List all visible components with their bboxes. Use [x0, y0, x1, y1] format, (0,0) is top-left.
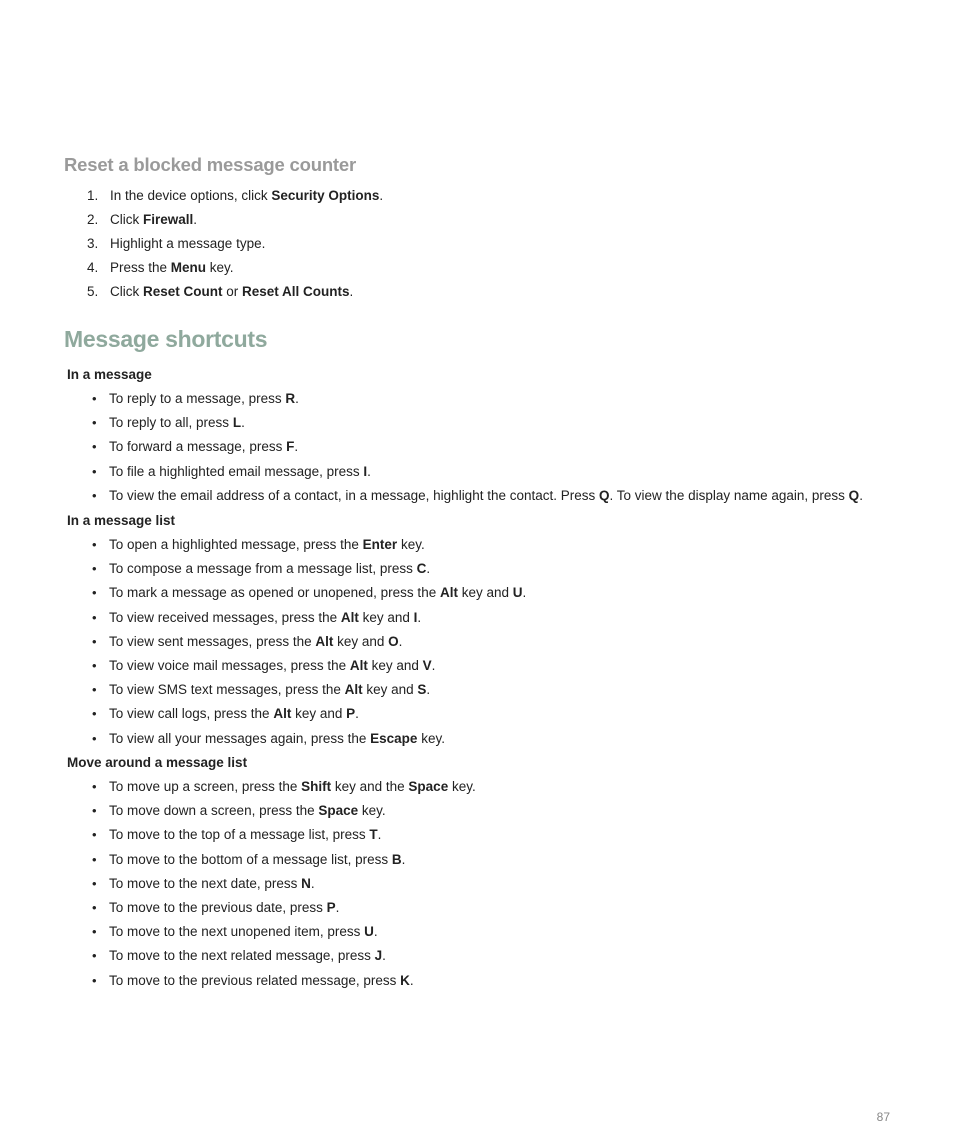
key-name: Alt: [344, 682, 363, 698]
key-name: Space: [408, 779, 449, 794]
shortcut-item: [67, 969, 476, 993]
key-name: U: [512, 585, 523, 601]
text-run: or: [222, 284, 243, 299]
key-name: I: [413, 609, 418, 625]
text-run: key.: [358, 803, 386, 819]
text-run: .: [377, 827, 382, 843]
text-run: .: [193, 212, 198, 227]
bullet-icon: •: [92, 899, 97, 915]
shortcut-list: [67, 387, 863, 508]
shortcut-list: [67, 775, 476, 993]
text-run: To view call logs, press the: [109, 706, 274, 722]
shortcut-item: [67, 387, 863, 411]
key-name: Shift: [301, 779, 332, 794]
text-run: key and: [333, 633, 389, 649]
bullet-icon: •: [92, 561, 97, 577]
bullet-icon: •: [92, 537, 97, 552]
text-run: key.: [397, 537, 425, 552]
section-in-a-message-list: [67, 509, 526, 751]
bullet-icon: •: [92, 415, 97, 431]
section-title: Move around a message list: [67, 755, 248, 770]
text-run: To open a highlighted message, press the: [109, 537, 363, 552]
key-name: S: [417, 682, 427, 698]
shortcut-list: [67, 533, 526, 751]
key-name: J: [374, 948, 383, 964]
shortcut-item: [67, 702, 526, 726]
shortcut-item: [67, 484, 863, 508]
key-name: V: [422, 657, 432, 673]
key-name: P: [326, 899, 336, 915]
shortcut-item: [67, 606, 526, 630]
text-run: .: [379, 188, 384, 203]
key-name: Alt: [340, 609, 359, 625]
text-run: To view all your messages again, press the: [109, 730, 371, 746]
shortcut-item: [67, 944, 476, 968]
text-run: .: [335, 899, 340, 915]
text-run: To move to the previous date, press: [109, 899, 327, 915]
reset-steps-list: [64, 184, 383, 304]
shortcut-item: [67, 435, 863, 459]
text-run: To reply to all, press: [109, 415, 233, 431]
key-name: O: [388, 633, 399, 649]
key-name: Alt: [273, 706, 292, 722]
shortcut-item: [67, 460, 863, 484]
text-run: .: [373, 924, 378, 940]
step-number: 1.: [87, 188, 99, 203]
shortcut-item: [67, 411, 863, 435]
section-in-a-message: [67, 363, 863, 508]
key-name: Q: [848, 487, 860, 503]
text-run: Press the: [110, 260, 171, 275]
key-name: Q: [599, 487, 610, 503]
shortcut-item: [67, 872, 476, 896]
text-run: Click: [110, 212, 143, 227]
text-run: .: [310, 875, 315, 891]
bullet-icon: •: [92, 779, 97, 794]
bullet-icon: •: [92, 851, 97, 867]
text-run: To move to the next date, press: [109, 875, 302, 891]
bullet-icon: •: [92, 463, 97, 479]
text-run: .: [398, 633, 403, 649]
shortcut-item: [67, 823, 476, 847]
text-run: To move down a screen, press the: [109, 803, 319, 819]
key-name: K: [400, 972, 410, 988]
text-run: key and: [291, 706, 347, 722]
bullet-icon: •: [92, 706, 97, 722]
key-name: L: [232, 415, 242, 431]
text-run: key.: [206, 260, 234, 275]
text-run: To view voice mail messages, press the: [109, 657, 350, 673]
text-run: key.: [417, 730, 445, 746]
text-run: .: [426, 561, 431, 577]
key-name: Alt: [439, 585, 458, 601]
text-run: key and: [358, 609, 414, 625]
key-name: Menu: [170, 260, 207, 275]
bullet-icon: •: [92, 827, 97, 843]
step-number: 2.: [87, 212, 99, 227]
key-name: Reset Count: [143, 284, 223, 299]
key-name: N: [301, 875, 311, 891]
step-item: [64, 280, 383, 304]
key-name: F: [286, 439, 295, 455]
section-title: In a message list: [67, 513, 176, 528]
step-item: [64, 256, 383, 280]
text-run: . To view the display name again, press: [609, 487, 849, 503]
text-run: Click: [110, 284, 143, 299]
text-run: Highlight a message type.: [110, 236, 266, 251]
bullet-icon: •: [92, 803, 97, 819]
bullet-icon: •: [92, 657, 97, 673]
key-name: B: [391, 851, 402, 867]
text-run: To move to the next related message, press: [109, 948, 375, 964]
section-title: In a message: [67, 367, 152, 382]
bullet-icon: •: [92, 972, 97, 988]
step-item: [64, 208, 383, 232]
shortcut-item: [67, 727, 526, 751]
text-run: In the device options, click: [110, 188, 272, 203]
key-name: T: [369, 827, 378, 843]
text-run: .: [522, 585, 527, 601]
text-run: To view received messages, press the: [109, 609, 341, 625]
key-name: Enter: [362, 537, 398, 552]
text-run: To compose a message from a message list, press: [109, 561, 417, 577]
key-name: R: [285, 391, 296, 406]
bullet-icon: •: [92, 391, 97, 406]
text-run: .: [426, 682, 431, 698]
bullet-icon: •: [92, 439, 97, 455]
text-run: key and: [367, 657, 423, 673]
text-run: To move up a screen, press the: [109, 779, 302, 794]
text-run: To move to the next unopened item, press: [109, 924, 365, 940]
shortcut-item: [67, 630, 526, 654]
key-name: C: [416, 561, 427, 577]
bullet-icon: •: [92, 730, 97, 746]
text-run: To view sent messages, press the: [109, 633, 316, 649]
text-run: .: [382, 948, 386, 964]
bullet-icon: •: [92, 585, 97, 601]
page-number: 87: [876, 1110, 890, 1124]
bullet-icon: •: [92, 487, 97, 503]
step-item: [64, 184, 383, 208]
key-name: Alt: [349, 657, 368, 673]
text-run: To reply to a message, press: [109, 391, 286, 406]
key-name: Space: [318, 803, 359, 819]
text-run: To forward a message, press: [109, 439, 287, 455]
bullet-icon: •: [92, 875, 97, 891]
step-number: 3.: [87, 236, 99, 251]
text-run: To move to the top of a message list, press: [109, 827, 370, 843]
text-run: .: [859, 487, 863, 503]
shortcut-item: [67, 533, 526, 557]
text-run: To file a highlighted email message, press: [109, 463, 364, 479]
shortcut-item: [67, 799, 476, 823]
message-shortcuts-heading: Message shortcuts: [64, 326, 268, 352]
shortcut-item: [67, 557, 526, 581]
text-run: To move to the bottom of a message list, press: [109, 851, 392, 867]
bullet-icon: •: [92, 609, 97, 625]
bullet-icon: •: [92, 633, 97, 649]
text-run: key and the: [331, 779, 409, 794]
step-number: 5.: [87, 284, 99, 299]
shortcut-item: [67, 775, 476, 799]
key-name: Escape: [370, 730, 418, 746]
text-run: key and: [362, 682, 418, 698]
bullet-icon: •: [92, 924, 97, 940]
text-run: key and: [457, 585, 513, 601]
key-name: I: [363, 463, 368, 479]
step-number: 4.: [87, 260, 99, 275]
text-run: key.: [448, 779, 476, 794]
text-run: .: [355, 706, 359, 722]
shortcut-item: [67, 896, 476, 920]
text-run: To view the email address of a contact, in a message, highlight the contact. Press: [109, 487, 600, 503]
bullet-icon: •: [92, 948, 97, 964]
text-run: .: [294, 439, 299, 455]
text-run: .: [431, 657, 436, 673]
text-run: .: [417, 609, 422, 625]
shortcut-item: [67, 678, 526, 702]
shortcut-item: [67, 920, 476, 944]
section-move-around-message-list: [67, 751, 476, 993]
shortcut-item: [67, 654, 526, 678]
text-run: .: [401, 851, 406, 867]
key-name: Reset All Counts: [242, 284, 350, 299]
text-run: To move to the previous related message, press: [109, 972, 401, 988]
key-name: Firewall: [143, 212, 194, 227]
text-run: .: [295, 391, 299, 406]
bullet-icon: •: [92, 682, 97, 698]
shortcut-item: [67, 848, 476, 872]
text-run: .: [409, 972, 414, 988]
key-name: P: [346, 706, 356, 722]
text-run: .: [367, 463, 371, 479]
text-run: To mark a message as opened or unopened, press the: [109, 585, 440, 601]
step-item: [64, 232, 383, 256]
key-name: Security Options: [271, 188, 380, 203]
text-run: .: [241, 415, 245, 431]
shortcut-item: [67, 581, 526, 605]
key-name: U: [364, 924, 374, 940]
text-run: .: [349, 284, 354, 299]
reset-counter-heading: Reset a blocked message counter: [64, 154, 356, 175]
text-run: To view SMS text messages, press the: [109, 682, 345, 698]
key-name: Alt: [315, 633, 334, 649]
